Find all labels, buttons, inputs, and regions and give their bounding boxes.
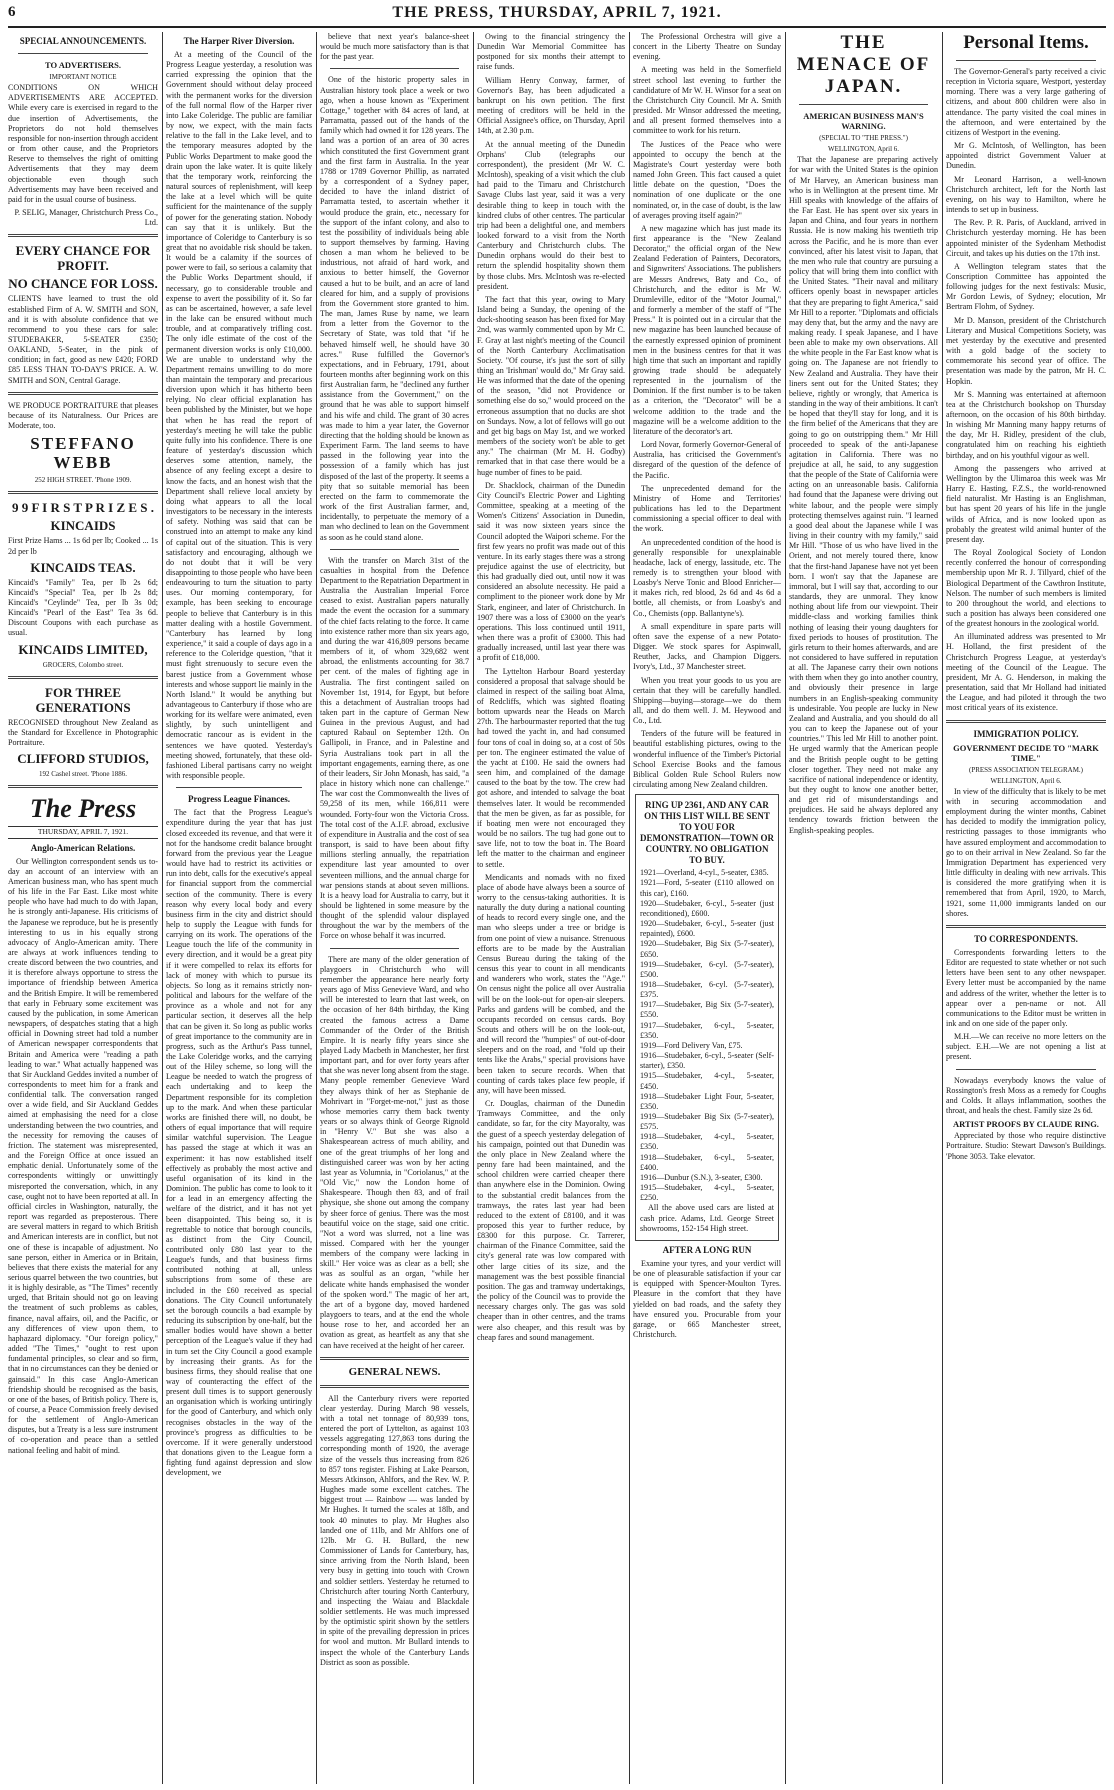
claude-ring-text: Appreciated by those who require distinctive Portraiture. Studio: Stewart Dawson's Buildings. 'Phone 3053. Take elevator. <box>946 1131 1106 1161</box>
car-ad-item: 1915—Studebaker, 4-cyl., 5-seater, £450. <box>640 1071 774 1091</box>
immigration-text: In view of the difficulty that is likely to be met with in securing accommodation and employment during the winter months, Cabinet has decided to modify the immigration policy, restricting passages to those immigrants who have assured employment and accommodation to go to on their arrival in New Zealand. So far the Immigration Department has experienced very little difficulty in dealing with new arrivals. This is considered the more gratifying when it is remembered that from April, 1920, to March, 1921, some 11,000 immigrants landed on our shores. <box>946 786 1106 918</box>
personal-item: Mr Leonard Harrison, a well-known Christchurch architect, left for the North last evening, on his way to Hamilton, where he intends to set up in business. <box>946 174 1106 215</box>
personal-items-list <box>946 67 1106 714</box>
car-ad-item: 1919—Studebaker, 6-cyl. (5-7-seater), £500. <box>640 959 774 979</box>
ad-kincaids-list: First Prize Hams ... 1s 6d per lb; Cooked ... 1s 2d per lb <box>8 536 158 556</box>
car-ad-item: 1921—Overland, 4-cyl., 5-seater, £385. <box>640 868 769 878</box>
ad-clifford-headline: FOR THREE GENERATIONS <box>35 684 131 715</box>
notice-heading: IMPORTANT NOTICE <box>49 73 117 81</box>
car-ad-item: 1915—Studebaker, 4-cyl., 5-seater, £250. <box>640 1183 774 1203</box>
personal-item: A Wellington telegram states that the Conscription Committee has appointed the following judges for the next festivals: Music, Mr Gordon Lewis, of Sydney; elocution, Mr Bertram Flohm, of Sydney. <box>946 261 1106 312</box>
ad-smith-text: CLIENTS have learned to trust the old established Firm of A. W. SMITH and SON, and it is with absolute confidence that we recommend to you these cars for sale: STUDEBAKER, 5-SEATER £350; OAKLAND, 5-Seater, in the pink of condition; in fact, good as new £420; FORD £85 LESS THAN TO-DAY'S PRICE. A. W. SMITH and SON, Central Garage. <box>8 294 158 385</box>
ad-kincaids-sub: GROCERS, Colombo street. <box>42 660 124 669</box>
personal-item: An illuminated address was presented to Mr H. Holland, the first president of the Christchurch Progress League, at yesterday's meeting of the Council of the League. The president, Mr A. G. Henderson, in making the presentation, said that Mr Holland had initiated the League, and had piloted it through the two most critical years of its existence. <box>946 632 1106 713</box>
car-ad-list <box>640 868 774 1203</box>
rossington-ad-text: Nowadays everybody knows the value of Rossington's fresh Moss as a remedy for Coughs and Colds. It allays inflammation, soothes the throat, and heals the chest. Family size 2s 6d. <box>946 1075 1106 1116</box>
claude-ring-heading: ARTIST PROOFS BY CLAUDE RING. <box>953 1119 1099 1130</box>
correspondents-heading: TO CORRESPONDENTS. <box>974 933 1078 944</box>
menace-of-japan-heading: THE MENACE OF JAPAN. <box>796 32 931 97</box>
menace-dateline: WELLINGTON, April 6. <box>827 145 900 154</box>
personal-item: The Governor-General's party received a civic reception in Victoria square, Westport, yesterday morning. There was a very large gathering of citizens, and about 800 children were also in attendance. The party visited the coal mines in the afternoon, and were entertained by the citizens of Westport in the evening. <box>946 67 1106 137</box>
winsor-text: A meeting was held in the Somerfield street school last evening to further the candidature of Mr W. H. Winsor for a seat on the Christchurch City Council. Mr A. Smith presided. Mr Winsor addressed the meeting, and all present formed themselves into a committee to work for his return. <box>633 65 781 136</box>
car-ad-item: 1920—Studebaker, 6-cyl., 5-seater (just repainted), £600. <box>640 919 774 939</box>
orphans-club-text: At the annual meeting of the Dunedin Orphans' Club (telegraphs our correspondent), the president (Mr W. C. McIntosh), speaking of a visit which the club had paid to the Timaru and Christchurch Savage Clubs last year, said it was a very desirable thing to keep in touch with the kindred clubs of other centres. The particular trip had been a delightful one, and members looked forward to a visit from the North Canterbury and Christchurch clubs. The Dunedin orphans would do their best to return the splendid hospitality shown them by those clubs. Mrs. McIntosh was re-elected president. <box>477 139 625 291</box>
personal-item: Mr G. McIntosh, of Wellington, has been appointed district Government Valuer at Dunedin. <box>946 141 1106 171</box>
menace-text: That the Japanese are preparing actively for war with the United States is the opinion of Mr Harvey, an American business man who is in Wellington at the present time. Mr Hill speaks with knowledge of the affairs of the Far East. He has spent over six years in Japan and China, and four years in northern Russia. He is now making his twentieth trip across the Pacific, and he is more than ever convinced, after his latest visit to Japan, that the men who rule that country are pursuing a policy that will bring them into conflict with the United States. "Their naval and military officers openly boast in newspaper articles that they are preparing to fight America," said Mr Hill to a reporter. "Diplomats and officials may deny that, but the army and the navy are making ready. I speak Japanese, and I have been able to make my own observations. All the white people in the Far East know what is going on. The Japanese are not friendly to New Zealand and Australia. They have their liners sent out for the United States; they believe, rightly or wrongly, that America is standing in the way of their ambitions. It can't be hoped that they'll stay for long, and it is the firm belief of the Americans that they are going to go on outstripping them." Mr Hill proceeded to speak of the anti-Japanese agitation in California. There was no prejudice at all, he said, to any suggestion that the people of the State of California were acting on an unreasonable basis. California had found that the Japanese were driving out white labour, and the people were simply protecting themselves against ruin. "I learned a good deal about the Japanese while I was living in their country with my family," said Mr Hill. "Those of us who have lived in the Orient, and not merely toured there, know that the first-hand Japanese have not yet been born. I won't say that the Japanese are immoral, but I will say that, according to our standards, they are unmoral. They know nothing about life from our viewpoint. Their middle-class and working families think nothing of leasing their young daughters for fixed periods to houses of prostitution. The girls return to their homes afterwards, and are not considered to have suffered in reputation at all. The Japanese carry their own notions with them when they go into another country, and obviously their presence in large numbers in an English-speaking community is undesirable. You people are lucky in New Zealand and Australia, and you should do all you can to keep the Japanese out of your countries." This led Mr Hill to another point. He urged warmly that the American people and the British people ought to be getting closer together. They need not make any sacrifice of national independence or identity, but they ought to know one another better, and get rid of misunderstandings and prejudices. He said he always deplored any tendency towards friction between the English-speaking peoples. <box>789 155 938 835</box>
menace-subheading: AMERICAN BUSINESS MAN'S WARNING. <box>803 111 924 131</box>
column-1 <box>8 32 158 1784</box>
immigration-heading: IMMIGRATION POLICY. <box>973 728 1079 739</box>
paper-date: THURSDAY, APRIL 7, 1921. <box>8 826 158 838</box>
anglo-american-text: Our Wellington correspondent sends us to-day an account of an interview with an American business man, who has spent much of his life in the Far East. Like most white people who have had much to do with Japan, he is strongly anti-Japanese. His criticisms of the Japanese we reproduce, but he is presently interesting to us in his equally strong advocacy of Anglo-American amity. There are always at work influences tending to create discord between the two countries, and it is therefore always opportune to stress the importance of friendship between America and the British Empire. It will be remembered that early in February some excitement was caused by the publication, in some American newspapers, of despatches stating that a high official in Downing street had told a number of American newspaper correspondents that Britain and America were "reading a path leading to war." What actually happened was that Sir Auckland Geddes invited a number of correspondents to meet him for a frank and confidential talk. The conversation ranged over a wide field, and Sir Auckland Geddes aimed at emphasising the need for a close understanding between the two countries, and the necessity for removing the causes of friction. The statement was misrepresented, and the Foreign Office at once issued an emphatic denial. Unfortunately some of the correspondents wittingly or unwittingly misreported the conversation, which, in any case, ought not to have been reported at all. In official circles in Washington, naturally, the report was regarded as preposterous. There are several matters in regard to which British and American interests are in conflict, but not one of these is incapable of adjustment. No sane person, either in America or in Britain, believes that there exists the material for any serious quarrel between the two countries, but it is highly desirable, as "The Times" recently urged, that Britain should not go on leaving the treatment of such problems as cables, finance, naval affairs, oil, and the Pacific, or any differences of view upon them, to haphazard diplomacy. "Our foreign policy," added "The Times," "ought to rest upon fundamental principles, so clear and so firm, that in no circumstances can they be denied or gainsaid." In this case Anglo-American friendship should be recognised as the basis, or one of the bases, of British policy. There is, of course, a Peace Commission freely devised for the settlement of Anglo-American disputes, but a Treaty is a less sure instrument of co-operation and peace than a settled national feeling and habit of mind. <box>8 856 158 1455</box>
general-news-heading: GENERAL NEWS. <box>348 1365 441 1378</box>
after-long-run-text: Examine your tyres, and your verdict will be one of pleasurable satisfaction if your car is equipped with Spencer-Moulton Tyres. Pleasure in the comfort that they have yielded on bad roads, and the safety they have ensured you. Procurable from your garage, or 665 Manchester street, Christchurch. <box>633 1258 781 1339</box>
ad-kincaids-name: KINCAIDS <box>50 518 116 534</box>
manager-signature: P. SELIG, Manager, Christchurch Press Co., Ltd. <box>14 208 158 228</box>
column-rule <box>785 32 786 1784</box>
dunedin-tramways-text: Cr. Douglas, chairman of the Dunedin Tramways Committee, and the only candidate, so far, for the city Mayoralty, was the guest of a speech yesterday delegation of his campaign, pointed out that Dunedin was the only place in New Zealand where the penny fare had been maintained, and the school children were carried cheaper there than anywhere else in the Dominion. Owing to the substantial credit balances from the tramways, the rates last year had been reduced to the extent of £8100, and it was proposed this year to further reduce, by £8300 for this purpose. Cr. Tarrerer, chairman of the Finance Committee, said the city's general rate was low compared with other large cities of its size, and the management was the best possible financial position. The gas and tramway undertakings, the policy of the Council was to provide the necessary charges only. The gas was sold cheaper than in other centres, and the trams were also cheaper, and this result was by cheap fares and sound management. <box>477 1099 625 1342</box>
column-4 <box>477 32 625 1784</box>
car-ad-item: 1918—Studebaker, 4-cyl., 5-seater, £350. <box>640 1132 774 1152</box>
column-rule <box>316 32 317 1784</box>
masthead <box>8 4 1106 28</box>
car-ad-item: 1918—Studebaker, 6-cyl. (5-7-seater), £375. <box>640 979 774 1000</box>
experiment-cottage-text: One of the historic property sales in Australian history took place a week or two ago, when a house known as "Experiment Cottage," together with 84 acres of land, at Parramatta, passed out of the hands of the family which had owned it for 128 years. The land was a portion of an area of 30 acres which constituted the first Government grant and the first farm in Australia. In the year 1788 or 1789 Governor Phillip, as narrated by a correspondent of a Sydney paper, decided to have the inland district of Parramatta tested, to ascertain whether it would produce the grain, etc., necessary for the support of the infant colony, and also to test the possibility of individuals being able to support themselves by farming. Having chosen a man whom he believed to be industrious, not afraid of hard work, and anxious to better himself, the Governor caused a hut to be built, and an acre of land cleared for him, and a supply of provisions from the Government store granted to him. The man, James Ruse by name, we learn from a letter from the Governor to the Secretary of State, was told that "if he behaved himself well, he should have 30 acres." Ruse fulfilled the Governor's expectations, and in February, 1791, about fourteen months after beginning work on this first Australian farm, he "declined any further assistance from the Government," on the ground that he was able to support himself and his wife and child. The grant of 30 acres was made to him a year later, the Governor directing that the holding should be known as Experiment Farm. The land seems to have passed in the following year into the possession of a family which has just disposed of the last of the property. It seems a pity that so suitable memorial has been erected on the farm to commemorate the work of the first Australian farmer, and, incidentally, to perpetuate the memory of a man who declined to lean on the Government as soon as he could stand alone. <box>320 75 469 542</box>
ivory-ad-text: A small expenditure in spare parts will often save the expense of a new Potato-Digger. We stock spares for Aspinwall, Reuther, Jacks, and Champion Diggers. Ivory's, Ltd., 37 Manchester street. <box>633 621 781 672</box>
immigration-press-assoc: (PRESS ASSOCIATION TELEGRAM.) <box>968 765 1084 774</box>
harper-river-text: At a meeting of the Council of the Progress League yesterday, a resolution was carried expressing the opinion that the Government should without delay proceed with the permanent works for the diversion of the full normal flow of the Harper river into Lake Coleridge. The public are familiar by now, we expect, with the main facts relative to the fall in the Lake level, and to the temporary measures adopted by the Public Works Department to make good the drain upon the lake water. It is quite likely that the temporary work, reinforcing the natural sources of replenishment, will keep the lake at a level which will be quite sufficient for the maintenance of the supply of power for the generating station. Nobody can say that it is unlikely. But the importance of Coleridge to Canterbury is so great that no avoidable risk should be taken. It would be a calamity if the sources of power were to fail, so serious a calamity that the Public Works Department should, if necessary, go to considerable trouble and expense to avert the possibility of it. So far as can be ascertained, however, a safe level in the lake can be ensured without much trouble, and at comparatively trifling cost. The only idle estimate of the cost of the permanent diversion works is only £10,000. We are unable to understand why the Department remains unwilling to do more than maintain the temporary and precarious diversion upon which it has hitherto been relying. No clear official explanation has been published by the Minister, but we hope that when he has read the report of yesterday's meeting he will take the public quite fully into his confidence. There is one feature of yesterday's discussion which deserves some attention, namely, the absence of any feeling except a desire to know the facts, and an honest wish that the Department shall relieve local anxiety by doing what appears to all the local investigators to be necessary in the interests of safety. Nothing was said that can be construed into an attempt to make any kind of capital out of the situation. This is very satisfactory and encouraging, although we do not doubt that it will be very disappointing to those people who have been endeavouring to turn the situation to party uses. Our morning contemporary, for example, has been seeking to encourage people to believe that Canterbury is in this matter dealing with a hostile Government. "Canterbury has learned by long experience," it said a couple of days ago in a reference to the Coleridge question, "that it must fight strenuously to secure even the barest justice from a Government whose interests and whose support lie mainly in the North Island." It would be anything but advantageous to Canterbury if those who are working for its welfare were animated, even slightly, by such unintelligent and democratic rancour as is evident in the sentences we have quoted. Yesterday's meeting showed, fortunately, that these old-fashioned Liberal partisans carry no weight with responsible people. <box>166 50 312 781</box>
column-2 <box>166 32 312 1784</box>
ad-smith-headline: EVERY CHANCE FOR PROFIT. <box>15 243 151 274</box>
ministry-text: The unprecedented demand for the Ministry of Home and Territories' publications has led to the Department commissioning a special officer to deal with the work. <box>633 483 781 534</box>
aif-text: With the transfer on March 31st of the casualties in hospital from the Defence Department to the Repatriation Department in Australia the Australian Imperial Force ceased to exist. Australian papers naturally made the event the occasion for a summary of the chief facts relating to the force. It came into existence rather more than six years ago, and during the war 416,809 persons became members of it, of whom 329,682 went abroad, the enlistments accounting for 38.7 per cent. of the males of fighting age in Australia. The first contingent sailed on November 1st, 1914, for Egypt, but before this a detachment of Australian troops had taken part in the capture of German New Guinea in the previous August, and had captured Rabaul on September 12th. On Gallipoli, in France, and in Palestine and Syria Australians took part in all the important engagements, earning there, as one of their leaders, Sir John Monash, has said, "a place in history which none can challenge." The war cost the Commonwealth the lives of 59,258 of its men, while 166,811 were wounded. Forty-four won the Victoria Cross. The total cost of the A.I.F. abroad, exclusive of expenditure in Australia and the cost of sea transport, is said to have been about fifty millions sterling annually, the repatriation expenditure last year amounted to over seventeen millions, and the annual charge for war pensions stands at about seven millions. It is a heavy load for Australia to carry, but it should be lightened in some measure by the thought of the splendid valour displayed throughout the war by the members of the Force on whose behalf it was incurred. <box>320 555 469 941</box>
car-ad-item: 1917—Studebaker, Big Six (5-7-seater), £550. <box>640 1000 774 1020</box>
menace-special: (SPECIAL TO "THE PRESS.") <box>819 134 908 142</box>
ad-kincaids-teas-heading: KINCAIDS TEAS. <box>30 559 136 575</box>
ad-kincaids-teas-list: Kincaid's "Family" Tea, per lb 2s 6d; Kincaid's "Special" Tea, per lb 2s 8d; Kincaid's "Ceylinde" Tea, per lb 3s 0d; Kincaid's "Pearl of the East" Tea 3s 6d. Discount Coupons with each purchase as usual. <box>8 577 158 638</box>
bankrupt-text: William Henry Conway, farmer, of Governor's Bay, has been adjudicated a bankrupt on his own petition. The first meeting of creditors will be held in the Official Assignee's office, on Thursday, April 14th, at 2.30 p.m. <box>477 75 625 136</box>
car-ad-tail: All the above used cars are listed at cash price. Adams, Ltd. George Street showrooms, 152-154 High street. <box>640 1203 774 1233</box>
harper-river-heading: The Harper River Diversion. <box>183 36 295 46</box>
special-announcements-heading: SPECIAL ANNOUNCEMENTS. <box>19 36 147 46</box>
decorator-text: A new magazine which has just made its first appearance is the "New Zealand Decorator," the official organ of the New Zealand Federation of Painters, Decorators, and Signwriters' Associations. The publishers are Messrs Andrews, Baty and Co., of Christchurch, and the editor is Mr W. Drumleville, editor of the "Motor Journal," and formerly a member of the staff of "The Press." It is pointed out in a circular that the new magazine has been launched because of the earnestly expressed opinion of prominent men in the business centres for that it was high time that such an important and rapidly growing trade should be adequately represented in the journalism of the Dominion. If the first number is to be taken as a criterion, the "Decorator" will be a welcome addition to the trade and the magazine will be a welcome addition to the literature of the decorator's art. <box>633 223 781 436</box>
immigration-dateline: WELLINGTON, April 6. <box>990 776 1062 785</box>
ad-kincaids-limited: KINCAIDS LIMITED, <box>18 641 148 657</box>
genevieve-ward-text: There are many of the older generation of playgoers in Christchurch who will remember the appearance here nearly forty years ago of Miss Genevieve Ward, and who will be interested to learn that last week, on the occasion of her 84th birthday, the King created the famous actress a Dame Commander of the Order of the British Empire. It is nearly fifty years since she played Lady Macbeth in Manchester, her first important part, and for over forty years after that she was never long absent from the stage. Many people remember Genevieve Ward they always think of her as Stephanie de Mohrivart in "Forget-me-not," just as those whose memories carry them back twenty years or so always think of George Rignold in "Henry V." But she was also a Shakespearean actress of much ability, and one of the great triumphs of her long and distinguished career was won by her acting last year as Volumnia, in "Coriolanus," at the "Old Vic," now the London home of Shakespeare. Though then 83, and of frail physique, she shone out among the company by sheer force of genius. There was the most beautiful voice on the stage, said one critic. "Not a word was slurred, not a line was missed. Compared with her the younger members of the company were lacking in skill." Her voice was as clear as a bell; she was as soulful as an organ, "while her delicate white hands emphasised the wonder of the spoken word." The magic of her art, the art of a bygone day, moved hardened playgoers to tears, and at the end the whole house rose to her, and accorded her an ovation as great, as heartfelt as any that she can have received at the height of her career. <box>320 954 469 1350</box>
personal-item: The Rev. P. R. Paris, of Auckland, arrived in Christchurch yesterday morning. He has been appointed minister of the Sydenham Methodist Circuit, and takes up his duties on the 17th inst. <box>946 218 1106 258</box>
advertisers-heading: TO ADVERTISERS. <box>44 60 122 70</box>
ad-kincaids-prizes: 9 9 F I R S T P R I Z E S . <box>11 500 155 516</box>
car-ad-item: 1919—Ford Delivery Van, £75. <box>640 1040 743 1050</box>
balance-sheet-text: believe that next year's balance-sheet would be much more satisfactory than is that for the past year. <box>320 32 469 62</box>
column-7 <box>946 32 1106 1784</box>
correspondents-text: Correspondents forwarding letters to the Editor are requested to state whether or not such letters have been sent to any other newspaper. Every letter must be accompanied by the name and address of the writer, whether the letter is to appear over a pen-name or not. All communications to the Editor must be written in ink and on one side of the paper only. <box>946 947 1106 1028</box>
timber-ad-text: Tenders of the future will be featured in beautiful establishing pictures, owing to the wonderful influence of the Timber's Pictorial School Exercise Books and the famous Biblical Golden Rule School Rulers now circulating among New Zealand children. <box>633 729 781 790</box>
column-rule <box>942 32 943 1784</box>
duck-shooting-text: The fact that this year, owing to Mary Island being a Sunday, the opening of the duck-shooting season has been fixed for May 2nd, was warmly commented upon by Mr C. F. Gray at last night's meeting of the Council of the North Canterbury Acclimatisation Society. "Of course, it's just the sort of silly thing an 'Irishman' would do," Mr Gray said. He was informed that the date of the opening of the season, "did not Providence or something else do so," would proceed on the erroneous assumption that no ducks are shot on Sundays. Now, a lot of fellows will go out and get big bags on May 1st, and we worked members of the society won't be able to get any." The chairman (Mr M. H. Godby) remarked that in that case there would be a huge number of fines to be paid. <box>477 294 625 477</box>
conditions-text: CONDITIONS ON WHICH ADVERTISEMENTS ARE ACCEPTED. While every care is exercised in regard to the due insertion of Advertisements, the Proprietors do not hold themselves responsible for non-insertion through accident or from other cause, and the Proprietors Reserve to themselves the right of omitting Advertisements that they may deem objectionable even though such Advertisements may have been received and paid for in the usual course of business. <box>8 83 158 204</box>
harbour-board-text: The Lyttelton Harbour Board yesterday considered a proposal that salvage should be claimed in respect of the sailing boat Alma, of Redcliffs, which was sighted floating bottom upwards near the Heads on March 27th. The harbourmaster reported that the tug had towed the yacht in, and had consumed four tons of coal in doing so, at a cost of 50s per ton. The engineer estimated the value of the yacht at £100. He said the owners had seen him, and complained of the damage caused to the boat by the tow. The crew had got ashore, and intended to salvage the boat themselves later. It would be recommended that the men be given, as far as possible, for if boating men were not encouraged they would be no sailors. The tug had gone out to save life, not to tow the boat in. The Board left the matter to the chairman and engineer to settle. <box>477 666 625 869</box>
column-rule <box>162 32 163 1784</box>
waipori-text: Dr. Shacklock, chairman of the Dunedin City Council's Electric Power and Lighting Committee, speaking at a meeting of the Women's Citizens' Association in Dunedin, said it was now sixteen years since the Council adopted the Waipori scheme. For the first few years no profit was made out of this venture. In its early stages there was a strong prejudice against the use of electricity, but this had gradually died out, until now it was considered an absolute necessity. He paid a compliment to the pioneer work done by Mr Stark, engineer, and later of Christchurch. In 1907 there was a loss of £3000 on the year's operations. This loss continued until 1911, when there was a profit of £3000. This had gradually increased, until last year there was a profit of £18,000. <box>477 480 625 663</box>
personal-items-heading: Personal Items. <box>963 32 1089 53</box>
after-long-run-heading: AFTER A LONG RUN <box>662 1244 752 1255</box>
car-ad-item: 1916—Dunbur (S.N.), 3-seater, £300. <box>640 1172 763 1182</box>
progress-league-heading: Progress League Finances. <box>188 794 290 805</box>
column-3 <box>320 32 469 1784</box>
ad-webb-name: STEFFANO WEBB <box>30 434 136 473</box>
newspaper-masthead-title: THE PRESS, THURSDAY, APRIL 7, 1921. <box>392 4 722 21</box>
census-text: Mendicants and nomads with no fixed place of abode have always been a source of worry to the census-taking authorities. It is naturally the duty during a national counting of heads to record every single one, and the man who sleeps under a tree or bridge is from one point of view a nuisance. Strenuous efforts are to be made by the Australian Census Bureau during the taking of the census this year to count in all mendicants and wanderers who work, states the "Age." On census night the police all over Australia will be on the look-out for open-air sleepers. Parks and gardens will be combed, and the occupants recorded on census cards. Boy Scouts and others will be on the look-out, and will record the "humpies" of out-of-door sleepers and on the road, and "fold up their tents like the Arabs," special provisions have been taken to secure records. When that counting of cards takes place few people, if any, will have been missed. <box>477 872 625 1095</box>
car-ad-item: 1920—Studebaker, Big Six (5-7-seater), £650. <box>640 939 774 959</box>
lord-novar-text: Lord Novar, formerly Governor-General of Australia, has criticised the Government's disregard of the question of the defence of the Pacific. <box>633 440 781 480</box>
paper-title: The Press <box>29 794 137 824</box>
immigration-subheading: GOVERNMENT DECIDE TO "MARK TIME." <box>953 742 1099 763</box>
ad-webb-address: 252 HIGH STREET. 'Phone 1909. <box>34 476 132 485</box>
personal-item: The Royal Zoological Society of London recently conferred the honour of corresponding membership upon Mr R. J. Tillyard, chief of the Biological Department of the Cawthron Institute, Nelson. The number of such members is limited to 200 throughout the world, and elections to such a position has always been considered one of the greatest honours in the zoological world. <box>946 548 1106 629</box>
loasby-ad-text: An unprecedented condition of the hood is generally responsible for unexplainable headache, lack of energy, lassitude, etc. The remedy is to strengthen your blood with Loasby's Nerve Tonic and Blood Enricher—it makes rich, red blood, 2s 6d and 4s 6d a bottle, all chemists, or from Loasby's and Co., Chemists (opp. Ballantyne's). <box>633 537 781 618</box>
general-news-text: All the Canterbury rivers were reported clear yesterday. During March 98 vessels, with a total net tonnage of 80,939 tons, entered the port of Lyttelton, as against 103 vessels aggregating 127,863 tons during the corresponding month of 1920, the average size of the vessels thus increasing from 826 to 857 tons register. Fishing at Lake Pearson, Messrs Atkinson, Ahlfors, and the Rev. W. P. Hughes made some excellent catches. The biggest trout — Rainbow — was landed by Mr Hughes. It turned the scales at 18lb, and took 40 minutes to play. Mr Hughes also landed one of 11lb, and Mr Ahlfors one of 12lb. Mr G. H. Bullard, the new Commissioner of Lands for Canterbury, has, since arriving from the North Island, been very busy in getting into touch with Crown and soldier settlers. Yesterday he returned to Christchurch after touring North Canterbury, and inspecting the Waiau and Blackdale soldier settlements. He was much impressed by the optimistic spirit shown by the settlers in spite of the prevailing depression in prices for wool and mutton. Mr Bullard intends to inspect the whole of the Canterbury Lands District as soon as possible. <box>320 1393 469 1667</box>
orchestra-text: The Professional Orchestra will give a concert in the Liberty Theatre on Sunday evening. <box>633 32 781 62</box>
car-ad-item: 1920—Studebaker, 6-cyl., 5-seater (just reconditioned), £600. <box>640 898 774 918</box>
car-ad-item: 1921—Ford, 5-seater (£110 allowed on this car), £160. <box>640 878 774 898</box>
ad-clifford-text: RECOGNISED throughout New Zealand as the Standard for Excellence in Photographic Portraiture. <box>8 717 158 748</box>
justices-text: The Justices of the Peace who were appointed to occupy the bench at the Magistrate's Court yesterday were both named John Green. This fact caused a quiet little debate on the question, "Does the nomination of one duplicate or the one nominated, or, in the case of doubt, is the law of averages proving itself again?" <box>633 139 781 220</box>
car-ad-item: 1918—Studebaker Light Four, 5-seater, £350. <box>640 1091 774 1111</box>
personal-item: Mr D. Manson, president of the Christchurch Literary and Musical Competitions Society, was met yesterday by the executive and presented with a gold badge of the society to commemorate his second year of office. The presentation was made by the patron, Mr H. C. Hopkin. <box>946 315 1106 386</box>
personal-item: Mr S. Manning was entertained at afternoon tea at the Christchurch bookshop on Thursday afternoon, on the occasion of his 80th birthday. In wishing Mr Manning many happy returns of the day, Mr H. Ridley, president of the club, congratulated him on reaching his eightieth birthday, and on his youthful vigour as well. <box>946 389 1106 460</box>
heywood-ad-text: When you treat your goods to us you are certain that they will be carefully handled. Shipping—buying—storage—we do them all, and do them well. J. M. Heywood and Co., Ltd. <box>633 675 781 726</box>
progress-league-text: The fact that the Progress League's expenditure during the year that has just closed exceeded its revenue, and that were it not for the handsome credit balance brought forward from the previous year the League would have had to restrict its activities or run into debt, calls for the executive's appeal for financial support from the commercial section of the community. There is every reason why every local body and every business firm in the city and district should help to supply the League with funds for carrying on its work. The operations of the League touch the life of the community in every direction, and it would be a great pity if it were compelled to relax its efforts for lack of money with which to pursue its objects. So long as it remains strictly non-political and labours for the welfare of the province as a whole and not for any particular section, it deserves all the help that can be given it. So long as public works of great importance to the community are in progress, such as the Arthur's Pass tunnel, the Lake Coleridge works, and the carrying out of the Hiley scheme, so long will the League be needed to watch the progress of each undertaking and to keep the Department responsible for its completion up to the mark. And when these particular works are finished there will, no doubt, be others of equal importance that will require similar watchful supervision. The League has passed the stage at which it was an experiment: it has now established itself effectively as probably the most active and useful organisation of its kind in the Dominion. The public has come to look to it for a lead in an emergency affecting the welfare of the district, and it has not yet been disappointed. This being so, it is regrettable to notice that borough councils, as distinct from the City Council, contributed only £80 last year to the League's funds, and that business firms contributed nothing at all, unless subscriptions from some of these are included in the £60 received as special donations. The City Council unfortunately set the borough councils a bad example by reducing its subscription by one-half, but the smaller bodies would have shown a better perception of the League's value if they had in turn set the City Council a good example by increasing their grants. As for the business firms, they should realise that one way of counteracting the effect of the present dull times is to support generously an organisation which is working untiringly for the good of Canterbury, and which only recognises obstacles in the way of the province's progress as difficulties to be overcome. If it were generally understood that donations given to the League form a fighting fund against depression and slow development, we <box>166 808 312 1478</box>
anglo-american-heading: Anglo-American Relations. <box>30 842 136 853</box>
ad-smith-headline-2: NO CHANCE FOR LOSS. <box>8 276 158 292</box>
column-6 <box>789 32 938 1784</box>
column-rule <box>629 32 630 1784</box>
column-rule <box>473 32 474 1784</box>
page-number: 6 <box>8 4 16 20</box>
car-ad-item: 1916—Studebaker, 6-cyl., 5-seater (Self-starter), £350. <box>640 1051 774 1071</box>
car-ad-headline: RING UP 2361, AND ANY CAR ON THIS LIST WILL BE SENT TO YOU FOR DEMONSTRATION—TOWN OR COUNTRY. NO OBLIGATION TO BUY. <box>640 800 774 866</box>
ad-webb-text: WE PRODUCE PORTRAITURE that pleases because of its Naturalness. Our Prices are Moderate, too. <box>8 400 158 431</box>
car-ad-item: 1918—Studebaker, 6-cyl., 5-seater, £400. <box>640 1152 774 1172</box>
correspondents-replies: M.H.—We can receive no more letters on the subject. E.H.—We are not opening a list at present. <box>946 1032 1106 1062</box>
ad-clifford-address: 192 Cashel street. 'Phone 1886. <box>39 770 127 779</box>
column-5 <box>633 32 781 1784</box>
personal-item: Among the passengers who arrived at Wellington by the Ulimaroa this week was Mr Harry E. Hasting, F.Z.S., the world-renowned field naturalist. Mr Hasting is an Englishman, but has spent 20 years of his life in the jungle wilds of Africa, and is now looked upon as probably the greatest wild animal hunter of the present day. <box>946 463 1106 544</box>
war-memorial-text: Owing to the financial stringency the Dunedin War Memorial Committee has postponed for six months their attempt to raise funds. <box>477 32 625 72</box>
car-ad-item: 1917—Studebaker, 6-cyl., 5-seater, £350. <box>640 1020 774 1040</box>
ad-clifford-name: CLIFFORD STUDIOS, <box>17 751 149 767</box>
car-ad-item: 1919—Studebaker Big Six (5-7-seater), £575. <box>640 1112 774 1132</box>
